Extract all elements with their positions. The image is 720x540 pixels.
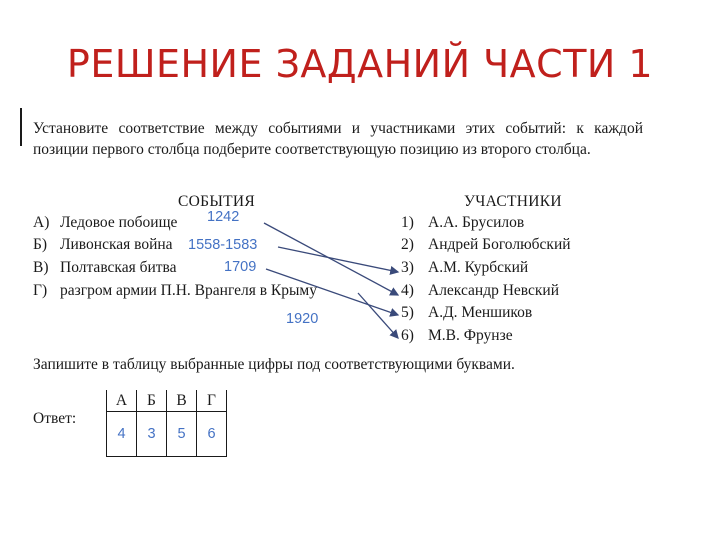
answer-digit: 6 [207,426,216,442]
event-text: Ливонская война [60,236,173,253]
answer-letter: Г [197,390,227,412]
answer-letter: В [167,390,197,412]
event-letter: В) [33,259,49,276]
participant-text: А.А. Брусилов [428,214,525,231]
year-annotation: 1242 [207,209,240,225]
participant-text: Александр Невский [428,282,560,299]
year-annotation: 1920 [286,311,319,327]
participant-number: 1) [401,214,414,231]
event-text: разгром армии П.Н. Врангеля в Крыму [60,282,317,299]
arrow-line [358,293,398,338]
year-annotation: 1709 [224,259,257,275]
answer-letter: А [107,390,137,412]
participant-number: 6) [401,327,414,344]
participant-number: 5) [401,304,414,321]
participant-text: Андрей Боголюбский [428,236,571,253]
answer-label: Ответ: [33,410,77,427]
event-letter: А) [33,214,50,231]
arrow-line [264,223,398,295]
event-letter: Г) [33,282,48,299]
participant-number: 3) [401,259,414,276]
event-letter: Б) [33,236,48,253]
arrow-line [278,247,398,272]
events-header: СОБЫТИЯ [178,193,256,210]
participants-header: УЧАСТНИКИ [464,193,562,210]
event-text: Полтавская битва [60,259,177,276]
participant-number: 4) [401,282,414,299]
participant-text: А.М. Курбский [428,259,529,276]
arrow-line [266,269,398,315]
participant-text: А.Д. Меншиков [428,304,533,321]
slide-title: РЕШЕНИЕ ЗАДАНИЙ ЧАСТИ 1 [66,42,654,86]
write-instruction: Запишите в таблицу выбранные цифры под соответствующими буквами. [33,356,515,373]
answer-digit: 5 [177,426,186,442]
participant-text: М.В. Фрунзе [428,327,513,344]
participant-number: 2) [401,236,414,253]
instruction-text: Установите соответствие между событиями и участниками этих событий: к каждой позиции первого столбца подберите соответствующую позицию из второго столбца. [33,120,643,158]
answer-digit: 3 [147,426,156,442]
event-text: Ледовое побоище [60,214,178,231]
year-annotation: 1558-1583 [188,237,258,253]
answer-digit: 4 [117,426,126,442]
answer-table [106,390,227,457]
answer-letter: Б [137,390,167,412]
